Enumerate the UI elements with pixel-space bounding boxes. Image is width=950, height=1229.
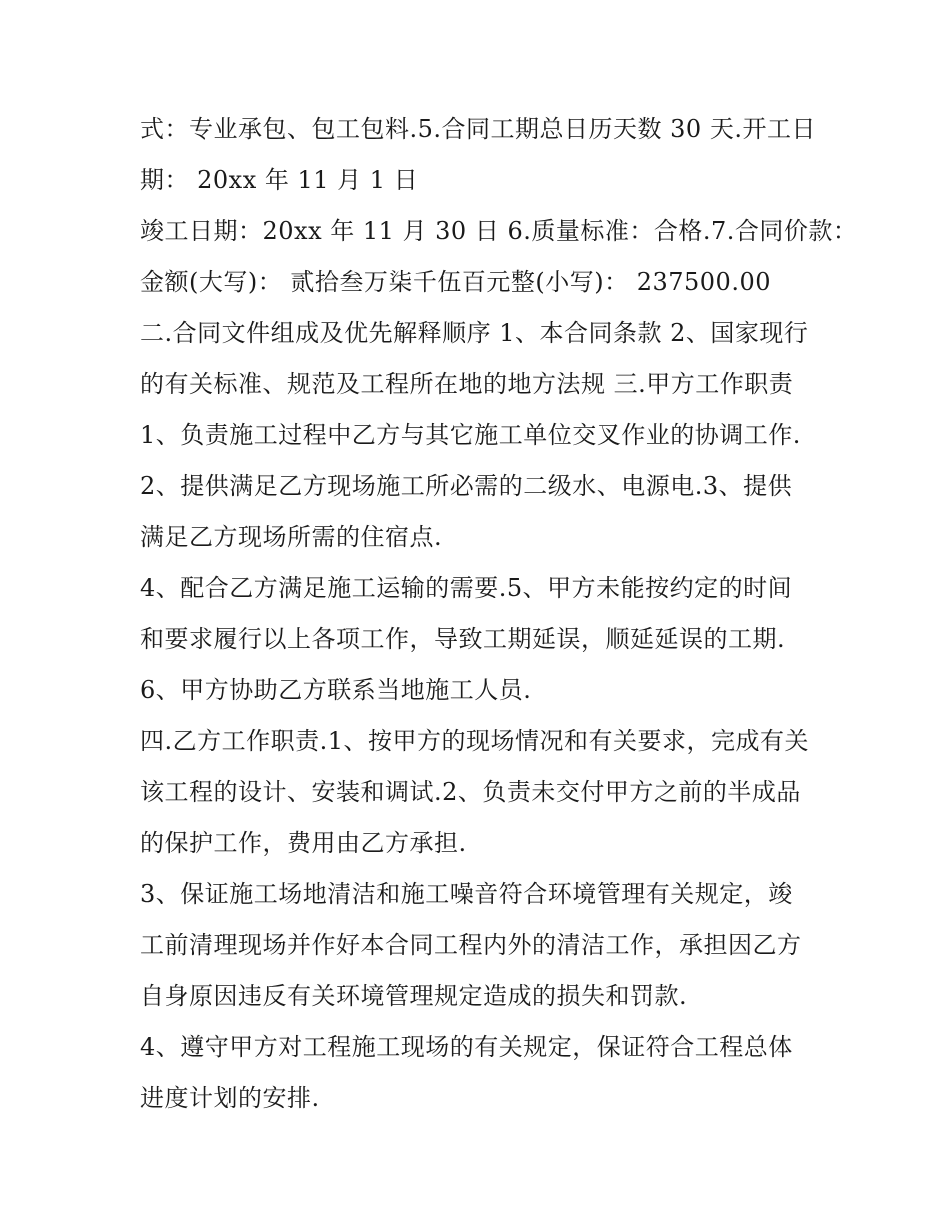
text-line: 1、负责施工过程中乙方与其它施工单位交叉作业的协调工作. xyxy=(140,421,801,449)
text-line: 的保护工作，费用由乙方承担. xyxy=(140,829,467,857)
text-line: 6、甲方协助乙方联系当地施工人员. xyxy=(140,676,532,704)
text-line: 工前清理现场并作好本合同工程内外的清洁工作，承担因乙方 xyxy=(140,931,802,959)
text-line: 金额(大写)： 贰拾叁万柒千伍百元整(小写)： 237500.00 xyxy=(140,268,771,296)
text-line: 的有关标准、规范及工程所在地的地方法规 三.甲方工作职责 xyxy=(140,370,794,398)
text-line: 期： 20xx 年 11 月 1 日 xyxy=(140,166,419,194)
text-line: 4、遵守甲方对工程施工现场的有关规定，保证符合工程总体 xyxy=(140,1033,793,1061)
text-line: 该工程的设计、安装和调试.2、负责未交付甲方之前的半成品 xyxy=(140,778,801,806)
text-line: 满足乙方现场所需的住宿点. xyxy=(140,523,443,551)
text-line: 竣工日期：20xx 年 11 月 30 日 6.质量标准：合格.7.合同价款： xyxy=(140,217,858,245)
text-line: 式：专业承包、包工包料.5.合同工期总日历天数 30 天.开工日 xyxy=(140,115,816,143)
text-line: 4、配合乙方满足施工运输的需要.5、甲方未能按约定的时间 xyxy=(140,574,793,602)
text-line: 二.合同文件组成及优先解释顺序 1、本合同条款 2、国家现行 xyxy=(140,319,809,347)
text-line: 四.乙方工作职责.1、按甲方的现场情况和有关要求，完成有关 xyxy=(140,727,810,755)
text-line: 和要求履行以上各项工作，导致工期延误，顺延延误的工期. xyxy=(140,625,786,653)
text-line: 2、提供满足乙方现场施工所必需的二级水、电源电.3、提供 xyxy=(140,472,793,500)
text-line: 3、保证施工场地清洁和施工噪音符合环境管理有关规定，竣 xyxy=(140,880,793,908)
text-line: 进度计划的安排. xyxy=(140,1084,320,1112)
text-line: 自身原因违反有关环境管理规定造成的损失和罚款. xyxy=(140,982,688,1010)
